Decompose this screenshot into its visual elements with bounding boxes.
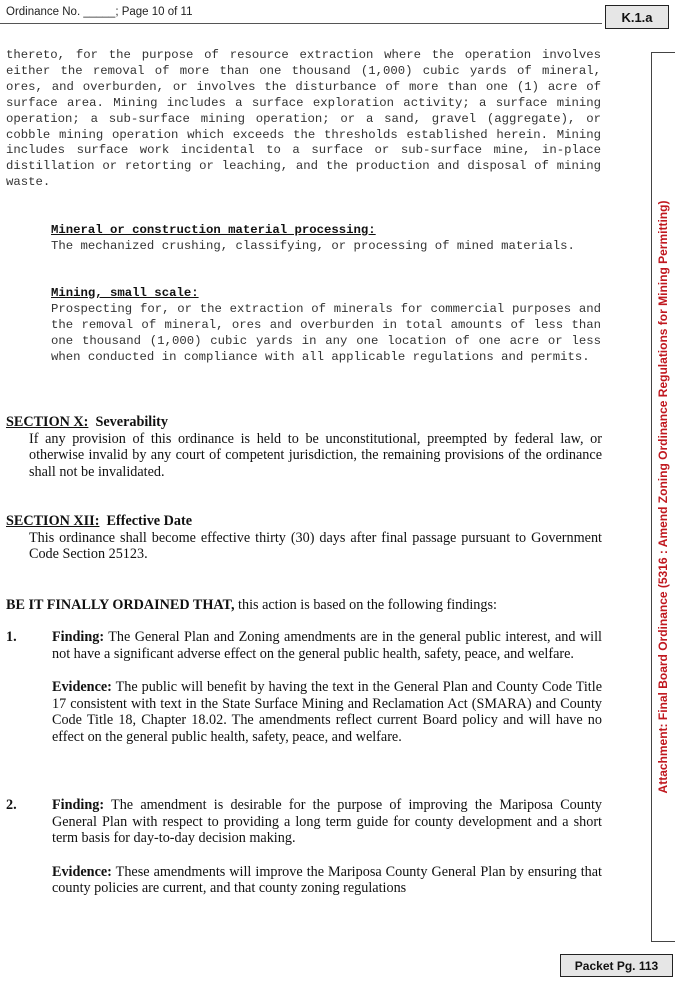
evidence-text: The public will benefit by having the text in the General Plan and County Code Title 17 consistent with text in the State Surface Mining and Reclamation Act (SMARA) and County Code Title 18, Chapter 18.02. The amendments reflect current Board policy and will have no effect on the general public health, safety, peace, and welfare. [52,679,602,745]
finding-label: Finding: [52,629,105,645]
section-heading [6,414,602,431]
finding-text: The amendment is desirable for the purpose of improving the Mariposa County General Plan with respect to providing a long term guide for county development and a short term basis for day-to-day decision making. [52,797,602,847]
section-title: Effective Date [106,513,193,529]
finding-item-1 [6,629,602,746]
definition-mining-small-scale [6,286,601,366]
finally-ordained-lead: BE IT FINALLY ORDAINED THAT, [6,597,235,613]
header-divider [0,23,602,24]
section-text: This ordinance shall become effective thirty (30) days after final passage pursuant to Government Code Section 25123. [29,529,602,563]
finding-text: The General Plan and Zoning amendments are in the general public interest, and will not have a significant adverse effect on the general public health, safety, peace, and welfare. [52,629,602,662]
evidence-label: Evidence: [52,679,112,696]
evidence-label: Evidence: [52,863,112,880]
finally-ordained-text: this action is based on the following findings: [234,597,497,613]
section-heading [6,513,602,530]
definition-term: Mining, small scale: [51,286,199,300]
finally-ordained-statement [6,597,602,614]
finding-number: 1. [6,629,17,645]
attachment-sidebar-label: Attachment: Final Board Ordinance (5316 : Amend Zoning Ordinance Regulations for Mining Permitting) [656,200,670,794]
evidence-paragraph [52,679,602,745]
finding-label: Finding: [52,797,105,813]
section-effective-date [6,513,602,563]
page-header: Ordinance No. _____; Page 10 of 11 [6,6,193,18]
section-text: If any provision of this ordinance is held to be unconstitutional, preempted by federal law, or otherwise invalid by any court of competent jurisdiction, the remaining provisions of the ordinance shall not be invalidated. [29,430,602,480]
evidence-paragraph [52,864,602,897]
definition-mineral-processing [6,223,601,255]
section-title: Severability [95,414,168,430]
definition-term: Mineral or construction material processing: [51,223,376,237]
definition-continuation: thereto, for the purpose of resource extraction where the operation involves either the removal of more than one thousand (1,000) cubic yards of mineral, ores, and overburden, or involves the disturbance of more than one (1) acre of surface area. Mining includes a surface exploration activity; a surface mining operation; a sub-surface mining operation; or a sand, gravel (aggregate), or cobble mining operation which exceeds the thresholds established herein. Mining includes surface work incidental to a surface or sub-surface mine, in-place distillation or retorting or leaching, and the production and disposal of mining waste. [6,48,601,190]
definition-text: Prospecting for, or the extraction of minerals for commercial purposes and the removal of mineral, ores and overburden in total amounts of less than one thousand (1,000) cubic yards in any one location of one acre or less when conducted in compliance with all applicable regulations and permits. [51,301,601,364]
evidence-text: These amendments will improve the Mariposa County General Plan by ensuring that county policies are current, and that county zoning regulations [52,863,602,897]
section-severability [6,414,602,480]
finding-number: 2. [6,797,17,813]
definition-text: The mechanized crushing, classifying, or processing of mined materials. [51,238,575,253]
packet-page-number: Packet Pg. 113 [560,954,673,977]
section-number: SECTION XII: [6,513,100,529]
finding-paragraph [52,629,602,662]
finding-item-2 [6,797,602,897]
section-number: SECTION X: [6,414,89,430]
finding-paragraph [52,797,602,847]
agenda-item-tag: K.1.a [605,5,669,29]
